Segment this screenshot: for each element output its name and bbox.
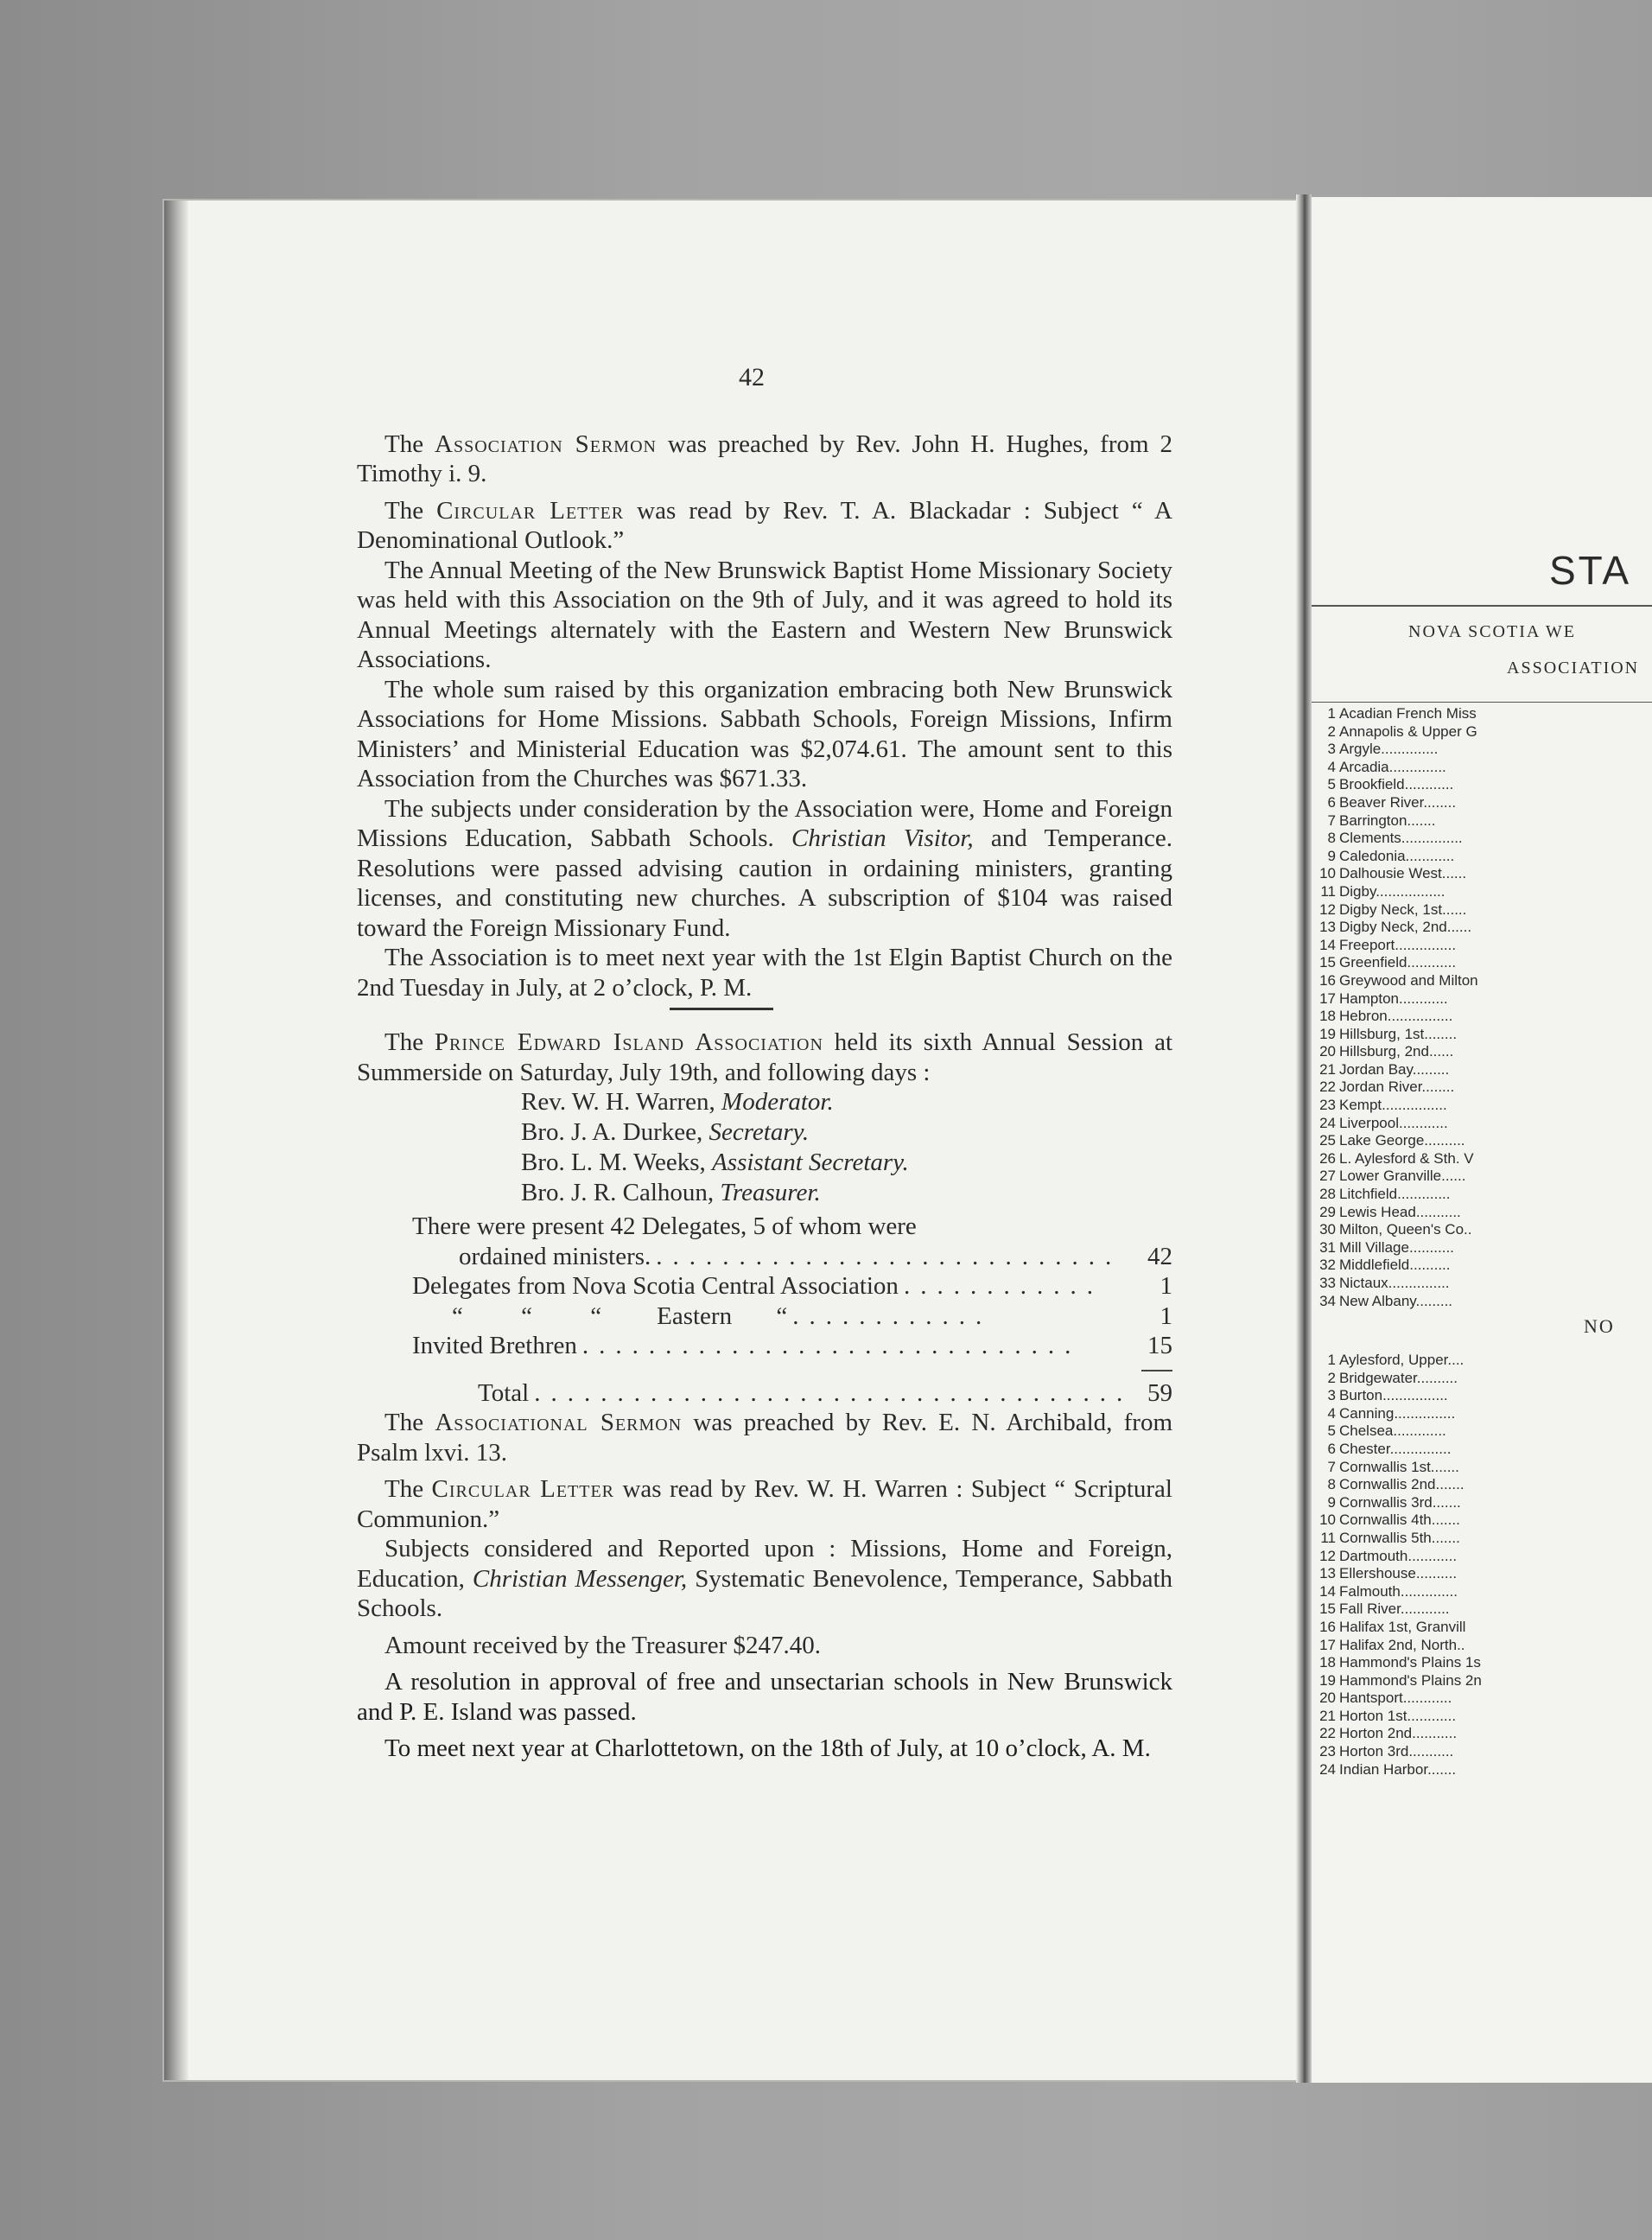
list-item [1312,1097,1652,1115]
list-item-church: Lewis Head........... [1339,1203,1461,1220]
list-item [1312,1459,1652,1477]
list-item [1312,794,1652,812]
list-item-church: Hillsburg, 1st........ [1339,1025,1458,1042]
list-item-church: Milton, Queen's Co.. [1339,1221,1472,1238]
paragraph-annual-meeting: The Annual Meeting of the New Brunswick Baptist Home Missionary Society was held with this Association on the 9th of July, and it was agreed to hold its Annual Meetings alternately with the Eastern and Western New Brunswick Associations. [357,556,1172,673]
list-item [1312,937,1652,955]
list-item-church: Annapolis & Upper G [1339,722,1477,740]
list-item-number: 21 [1319,1707,1336,1724]
list-item [1312,1061,1652,1079]
paragraph-association-sermon: The Association Sermon was preached by Rev. John H. Hughes, from 2 Timothy i. 9. [357,430,1172,487]
list-item-church: Caledonia............ [1339,847,1455,864]
paragraph-circular-letter-pei: The Circular Letter was read by Rev. W. H. Warren : Subject “ Scriptural Communion.” [357,1475,1172,1533]
list-item-church: Hampton............ [1339,990,1448,1007]
left-page-edge [164,200,188,2080]
list-item-church: Digby................. [1339,882,1446,900]
list-item [1312,705,1652,723]
list-item [1312,1043,1652,1061]
list-item-church: Freeport............... [1339,936,1457,953]
list-item-number: 7 [1327,811,1336,829]
list-item-church: Greywood and Milton [1339,971,1478,989]
list-item-number: 13 [1319,919,1336,936]
stat-row-central: Delegates from Nova Scotia Central Association ............ 1 [412,1272,1172,1300]
list-item [1312,1150,1652,1168]
paragraph-pei-association: The Prince Edward Island Association held its sixth Annual Session at Summerside on Saturday, July 19th, and following days : [357,1028,1172,1086]
church-list-western [1312,705,1652,1310]
paragraph-associational-sermon: The Associational Sermon was preached by Rev. E. N. Archibald, from Psalm lxvi. 13. [357,1409,1173,1467]
right-heading-association: ASSOCIATION [1507,659,1640,678]
list-item-number: 15 [1319,1600,1336,1618]
list-item-church: Dartmouth............ [1339,1547,1458,1564]
list-item-church: L. Aylesford & Sth. V [1339,1149,1474,1167]
list-item-number: 6 [1327,793,1336,811]
list-item [1312,1132,1652,1150]
list-item [1312,1583,1652,1601]
list-item [1312,812,1652,830]
stat-row-ordained: ordained ministers. ............................ 42 [459,1242,1172,1270]
right-heading-nova-scotia: NOVA SCOTIA WE [1408,622,1576,641]
list-item-church: Bridgewater.......... [1339,1369,1458,1386]
list-item [1312,1257,1652,1275]
list-item-church: Horton 3rd........... [1339,1743,1454,1760]
list-item-church: Falmouth.............. [1339,1582,1458,1600]
list-item-number: 5 [1327,776,1336,793]
list-item [1312,759,1652,777]
list-item-number: 26 [1319,1149,1336,1167]
list-item-church: Cornwallis 5th....... [1339,1529,1460,1546]
list-item-church: Ellershouse.......... [1339,1565,1458,1582]
list-item-number: 12 [1319,1547,1336,1564]
list-item-church: Greenfield............ [1339,954,1457,971]
list-item-number: 10 [1319,1511,1336,1529]
list-item-number: 11 [1320,1529,1336,1546]
list-item-number: 15 [1319,954,1336,971]
list-item-number: 19 [1319,1025,1336,1042]
paragraph-whole-sum: The whole sum raised by this organization embracing both New Brunswick Associations for Home Missions. Sabbath Schools, Foreign Missions, Infirm Ministers’ and Ministerial Education was $2,074.61. The amount sent to this Association from the Churches was $671.33. [357,675,1172,792]
list-item-church: Hebron................ [1339,1008,1453,1025]
list-item-church: Hantsport............ [1339,1690,1452,1707]
list-item-church: Cornwallis 4th....... [1339,1511,1460,1529]
list-item-number: 13 [1319,1565,1336,1582]
page-number: 42 [739,363,765,391]
paragraph-treasurer-amount: Amount received by the Treasurer $247.40. [384,1631,821,1659]
officer-assistant-secretary: Bro. L. M. Weeks, Assistant Secretary. [521,1149,909,1176]
list-item-church: Barrington....... [1339,811,1436,829]
list-item-church: Cornwallis 1st....... [1339,1458,1459,1475]
left-page-text [357,363,1172,1764]
list-item [1312,1352,1652,1370]
list-item [1312,865,1652,883]
list-item [1312,830,1652,848]
list-item-number: 20 [1319,1043,1336,1060]
paragraph-next-meeting: The Association is to meet next year with the 1st Elgin Baptist Church on the 2nd Tuesday in July, at 2 o’clock, P. M. [357,944,1172,1002]
list-item-number: 1 [1327,705,1336,722]
right-page-title: STA [1549,548,1632,593]
list-item-church: Clements............... [1339,830,1463,847]
list-item-number: 17 [1319,1636,1336,1653]
list-item-church: Dalhousie West...... [1339,865,1467,882]
list-item-number: 33 [1319,1275,1336,1291]
officer-treasurer: Bro. J. R. Calhoun, Treasurer. [521,1179,821,1206]
list-item-number: 2 [1327,1369,1336,1386]
list-item-number: 24 [1319,1760,1336,1778]
right-title-rule [1312,605,1652,607]
list-item-church: Litchfield............. [1339,1186,1451,1203]
list-item-number: 34 [1319,1292,1336,1309]
list-item-church: Burton................ [1339,1387,1448,1404]
list-item [1312,1494,1652,1512]
list-item-number: 19 [1319,1671,1336,1689]
list-item-number: 8 [1327,1476,1336,1493]
list-item-church: Hammond's Plains 2n [1339,1671,1482,1689]
list-item-church: Chelsea............. [1339,1422,1446,1440]
list-item-number: 11 [1320,882,1336,900]
list-item-church: Cornwallis 3rd....... [1339,1493,1461,1511]
stat-row-present: There were present 42 Delegates, 5 of whom were [412,1212,917,1240]
list-item-church: Acadian French Miss [1339,705,1477,722]
list-item-number: 22 [1319,1725,1336,1742]
list-item-number: 28 [1319,1186,1336,1203]
list-item [1312,1725,1652,1743]
book-gutter [1296,194,1312,2083]
list-item-number: 23 [1319,1097,1336,1114]
paragraph-subjects-pei: Subjects considered and Reported upon : Missions, Home and Foreign, Education, Christian Messenger, Systematic Benevolence, Temperance, Sabbath Schools. [357,1535,1173,1622]
list-item-number: 30 [1319,1221,1336,1238]
list-item [1312,1079,1652,1097]
list-item [1312,1405,1652,1423]
list-item [1312,723,1652,741]
stat-row-eastern: “ “ “ Eastern “ ............ 1 [452,1301,1172,1330]
list-item-number: 18 [1319,1008,1336,1025]
delegate-stats [357,1212,1172,1408]
list-item-number: 17 [1319,990,1336,1007]
stat-row-total: Total .................................... 59 [478,1378,1172,1407]
list-item-number: 22 [1319,1079,1336,1096]
list-item-number: 9 [1327,847,1336,864]
list-item-church: Halifax 1st, Granvill [1339,1618,1466,1635]
list-item [1312,1530,1652,1548]
list-item [1312,1186,1652,1204]
list-item-church: Indian Harbor....... [1339,1760,1457,1778]
list-item-number: 16 [1319,971,1336,989]
list-item-church: Mill Village........... [1339,1238,1454,1256]
list-item-number: 6 [1327,1440,1336,1457]
list-item [1312,741,1652,759]
list-item-number: 5 [1327,1422,1336,1440]
list-item-church: Digby Neck, 1st...... [1339,900,1467,918]
list-item [1312,1221,1652,1239]
paragraph-circular-letter: The Circular Letter was read by Rev. T. A. Blackadar : Subject “ A Denominational Outlook.” [357,496,1172,554]
list-item [1312,1654,1652,1672]
list-item-church: Beaver River........ [1339,793,1457,811]
list-item-church: Arcadia.............. [1339,758,1446,775]
list-item-church: Horton 1st............ [1339,1707,1457,1724]
list-item [1312,1619,1652,1637]
list-item-number: 18 [1319,1654,1336,1671]
right-list-rule [1312,702,1652,703]
list-item-number: 4 [1327,758,1336,775]
list-item-church: Kempt................ [1339,1097,1447,1114]
list-item-church: Hillsburg, 2nd...... [1339,1043,1454,1060]
list-item [1312,1708,1652,1726]
list-item [1312,1293,1652,1311]
list-item [1312,1511,1652,1530]
list-item-number: 27 [1319,1168,1336,1185]
list-item-number: 21 [1319,1060,1336,1078]
list-item [1312,990,1652,1009]
stat-row-invited: Invited Brethren .............................. 15 [412,1332,1172,1359]
church-list-central [1312,1352,1652,1779]
list-item-church: Liverpool............ [1339,1114,1448,1131]
paragraph-resolution: A resolution in approval of free and unsectarian schools in New Brunswick and P. E. Island was passed. [357,1668,1172,1726]
list-item-number: 20 [1319,1690,1336,1707]
list-item [1312,1761,1652,1779]
list-item [1312,1565,1652,1583]
list-item-church: New Albany......... [1339,1292,1453,1309]
list-item-number: 12 [1319,900,1336,918]
list-item [1312,1600,1652,1619]
list-item-number: 2 [1327,722,1336,740]
list-item [1312,1026,1652,1044]
list-item [1312,1370,1652,1388]
list-item [1312,919,1652,937]
list-item-number: 1 [1327,1352,1336,1368]
list-item-number: 4 [1327,1404,1336,1422]
list-item [1312,954,1652,972]
list-item-church: Jordan River........ [1339,1079,1455,1096]
list-item [1312,1743,1652,1761]
list-item [1312,883,1652,901]
list-item [1312,1204,1652,1222]
officer-moderator: Rev. W. H. Warren, Moderator. [521,1088,834,1116]
list-item [1312,776,1652,794]
list-item-church: Brookfield............ [1339,776,1454,793]
list-item-number: 7 [1327,1458,1336,1475]
right-page [1312,197,1652,2083]
list-item [1312,972,1652,990]
list-item [1312,1387,1652,1405]
list-item [1312,1690,1652,1708]
list-item [1312,1476,1652,1494]
list-item [1312,1008,1652,1026]
list-item-church: Argyle.............. [1339,741,1439,758]
list-item-church: Aylesford, Upper.... [1339,1352,1465,1368]
list-item-church: Halifax 2nd, North.. [1339,1636,1465,1653]
total-rule [1141,1370,1172,1371]
list-item-number: 8 [1327,830,1336,847]
list-item-church: Canning............... [1339,1404,1456,1422]
list-item [1312,1672,1652,1690]
list-item [1312,1115,1652,1133]
list-item [1312,1239,1652,1257]
list-item-number: 3 [1327,1387,1336,1404]
list-item-church: Lower Granville...... [1339,1168,1466,1185]
list-item-church: Jordan Bay......... [1339,1060,1450,1078]
right-heading-no: NO [1584,1315,1615,1337]
paragraph-subjects: The subjects under consideration by the Association were, Home and Foreign Missions Education, Sabbath Schools. Christian Visitor, and Temperance. Resolutions were passed advising caution in ordaining ministers, granting licenses, and constituting new churches. A subscription of $104 was raised toward the Foreign Missionary Fund. [357,794,1172,942]
list-item-number: 23 [1319,1743,1336,1760]
list-item-church: Fall River............ [1339,1600,1450,1618]
list-item-church: Horton 2nd........... [1339,1725,1458,1742]
list-item-number: 9 [1327,1493,1336,1511]
officer-secretary: Bro. J. A. Durkee, Secretary. [521,1118,810,1146]
list-item-number: 16 [1319,1618,1336,1635]
paragraph-next-meeting-pei: To meet next year at Charlottetown, on the 18th of July, at 10 o’clock, A. M. [384,1734,1151,1762]
list-item [1312,1422,1652,1441]
list-item-number: 10 [1319,865,1336,882]
list-item [1312,1275,1652,1293]
list-item-number: 25 [1319,1132,1336,1149]
list-item-number: 24 [1319,1114,1336,1131]
list-item-number: 14 [1319,936,1336,953]
list-item [1312,848,1652,866]
list-item-number: 29 [1319,1203,1336,1220]
list-item-church: Middlefield.......... [1339,1257,1451,1274]
list-item [1312,1637,1652,1655]
list-item [1312,901,1652,920]
list-item-church: Hammond's Plains 1s [1339,1654,1481,1671]
list-item [1312,1441,1652,1459]
list-item-number: 32 [1319,1257,1336,1274]
list-item [1312,1168,1652,1186]
list-item-number: 31 [1319,1238,1336,1256]
list-item-church: Cornwallis 2nd....... [1339,1476,1465,1493]
section-divider [670,1008,773,1010]
list-item-number: 3 [1327,741,1336,758]
list-item-church: Digby Neck, 2nd...... [1339,919,1472,936]
list-item-church: Lake George.......... [1339,1132,1465,1149]
list-item-number: 14 [1319,1582,1336,1600]
list-item [1312,1548,1652,1566]
list-item-church: Nictaux............... [1339,1275,1450,1291]
list-item-church: Chester............... [1339,1440,1452,1457]
